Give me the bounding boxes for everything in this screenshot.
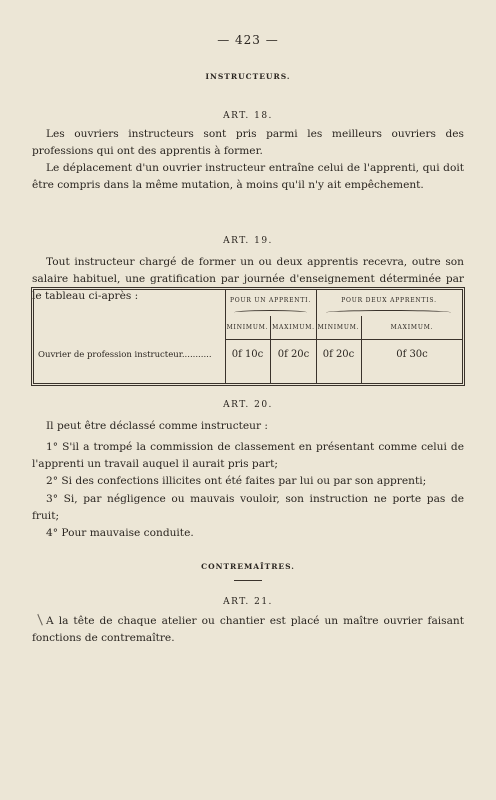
article-20-item-2: 2° Si des confections illicites ont été faites par lui ou par son apprenti; [46,475,427,487]
article-18-label: ART. 18. [223,111,273,121]
header-maximum-1: MAXIMUM. [272,324,315,331]
header-minimum-2: MINIMUM. [317,324,360,331]
value-maximum-1: 0f 20c [277,349,310,360]
header-pour-deux-apprentis: POUR DEUX APPRENTIS. [341,297,437,304]
header-brace [326,310,451,315]
article-20-intro: Il peut être déclassé comme instructeur : [46,420,268,432]
article-19-paragraph-1: Tout instructeur chargé de former un ou deux apprentis recevra, outre son salaire habituel, une gratification par journée d'enseignement déterminée par le tableau ci-après : [32,256,464,302]
section-divider [234,580,262,581]
article-21-label: ART. 21. [223,597,273,607]
gratification-table [31,287,465,386]
article-20-item-1: 1° S'il a trompé la commission de classement en présentant comme celui de l'apprenti un travail auquel il aurait pris part; [32,441,464,470]
article-20-label: ART. 20. [223,400,273,410]
row-label: Ouvrier de profession instructeur........... [38,350,212,360]
section-heading-instructeurs: INSTRUCTEURS. [205,72,291,81]
article-18-paragraph-2: Le déplacement d'un ouvrier instructeur entraîne celui de l'apprenti, qui doit être compris dans la même mutation, à moins qu'il n'y ait empêchement. [32,162,464,191]
value-maximum-2: 0f 30c [396,349,428,360]
page-number: — 423 — [217,33,279,47]
header-minimum-1: MINIMUM. [226,324,269,331]
table-header-rule [225,339,462,340]
article-20-item-4: 4° Pour mauvaise conduite. [46,527,194,539]
article-20-item-3: 3° Si, par négligence ou mauvais vouloir, son instruction ne porte pas de fruit; [32,493,464,522]
article-19-label: ART. 19. [223,236,273,246]
value-minimum-1: 0f 10c [231,349,264,360]
article-18-paragraph-1: Les ouvriers instructeurs sont pris parmi les meilleurs ouvriers des professions qui ont des apprentis à former. [32,128,464,157]
header-maximum-2: MAXIMUM. [390,324,434,331]
header-pour-un-apprenti: POUR UN APPRENTI. [229,297,312,304]
pen-mark: / [33,612,48,628]
header-brace [234,310,307,315]
section-heading-contremaitres: CONTREMAÎTRES. [201,562,295,571]
value-minimum-2: 0f 20c [322,349,355,360]
article-21-paragraph-1: A la tête de chaque atelier ou chantier est placé un maître ouvrier faisant fonctions de contremaître. [32,615,464,644]
